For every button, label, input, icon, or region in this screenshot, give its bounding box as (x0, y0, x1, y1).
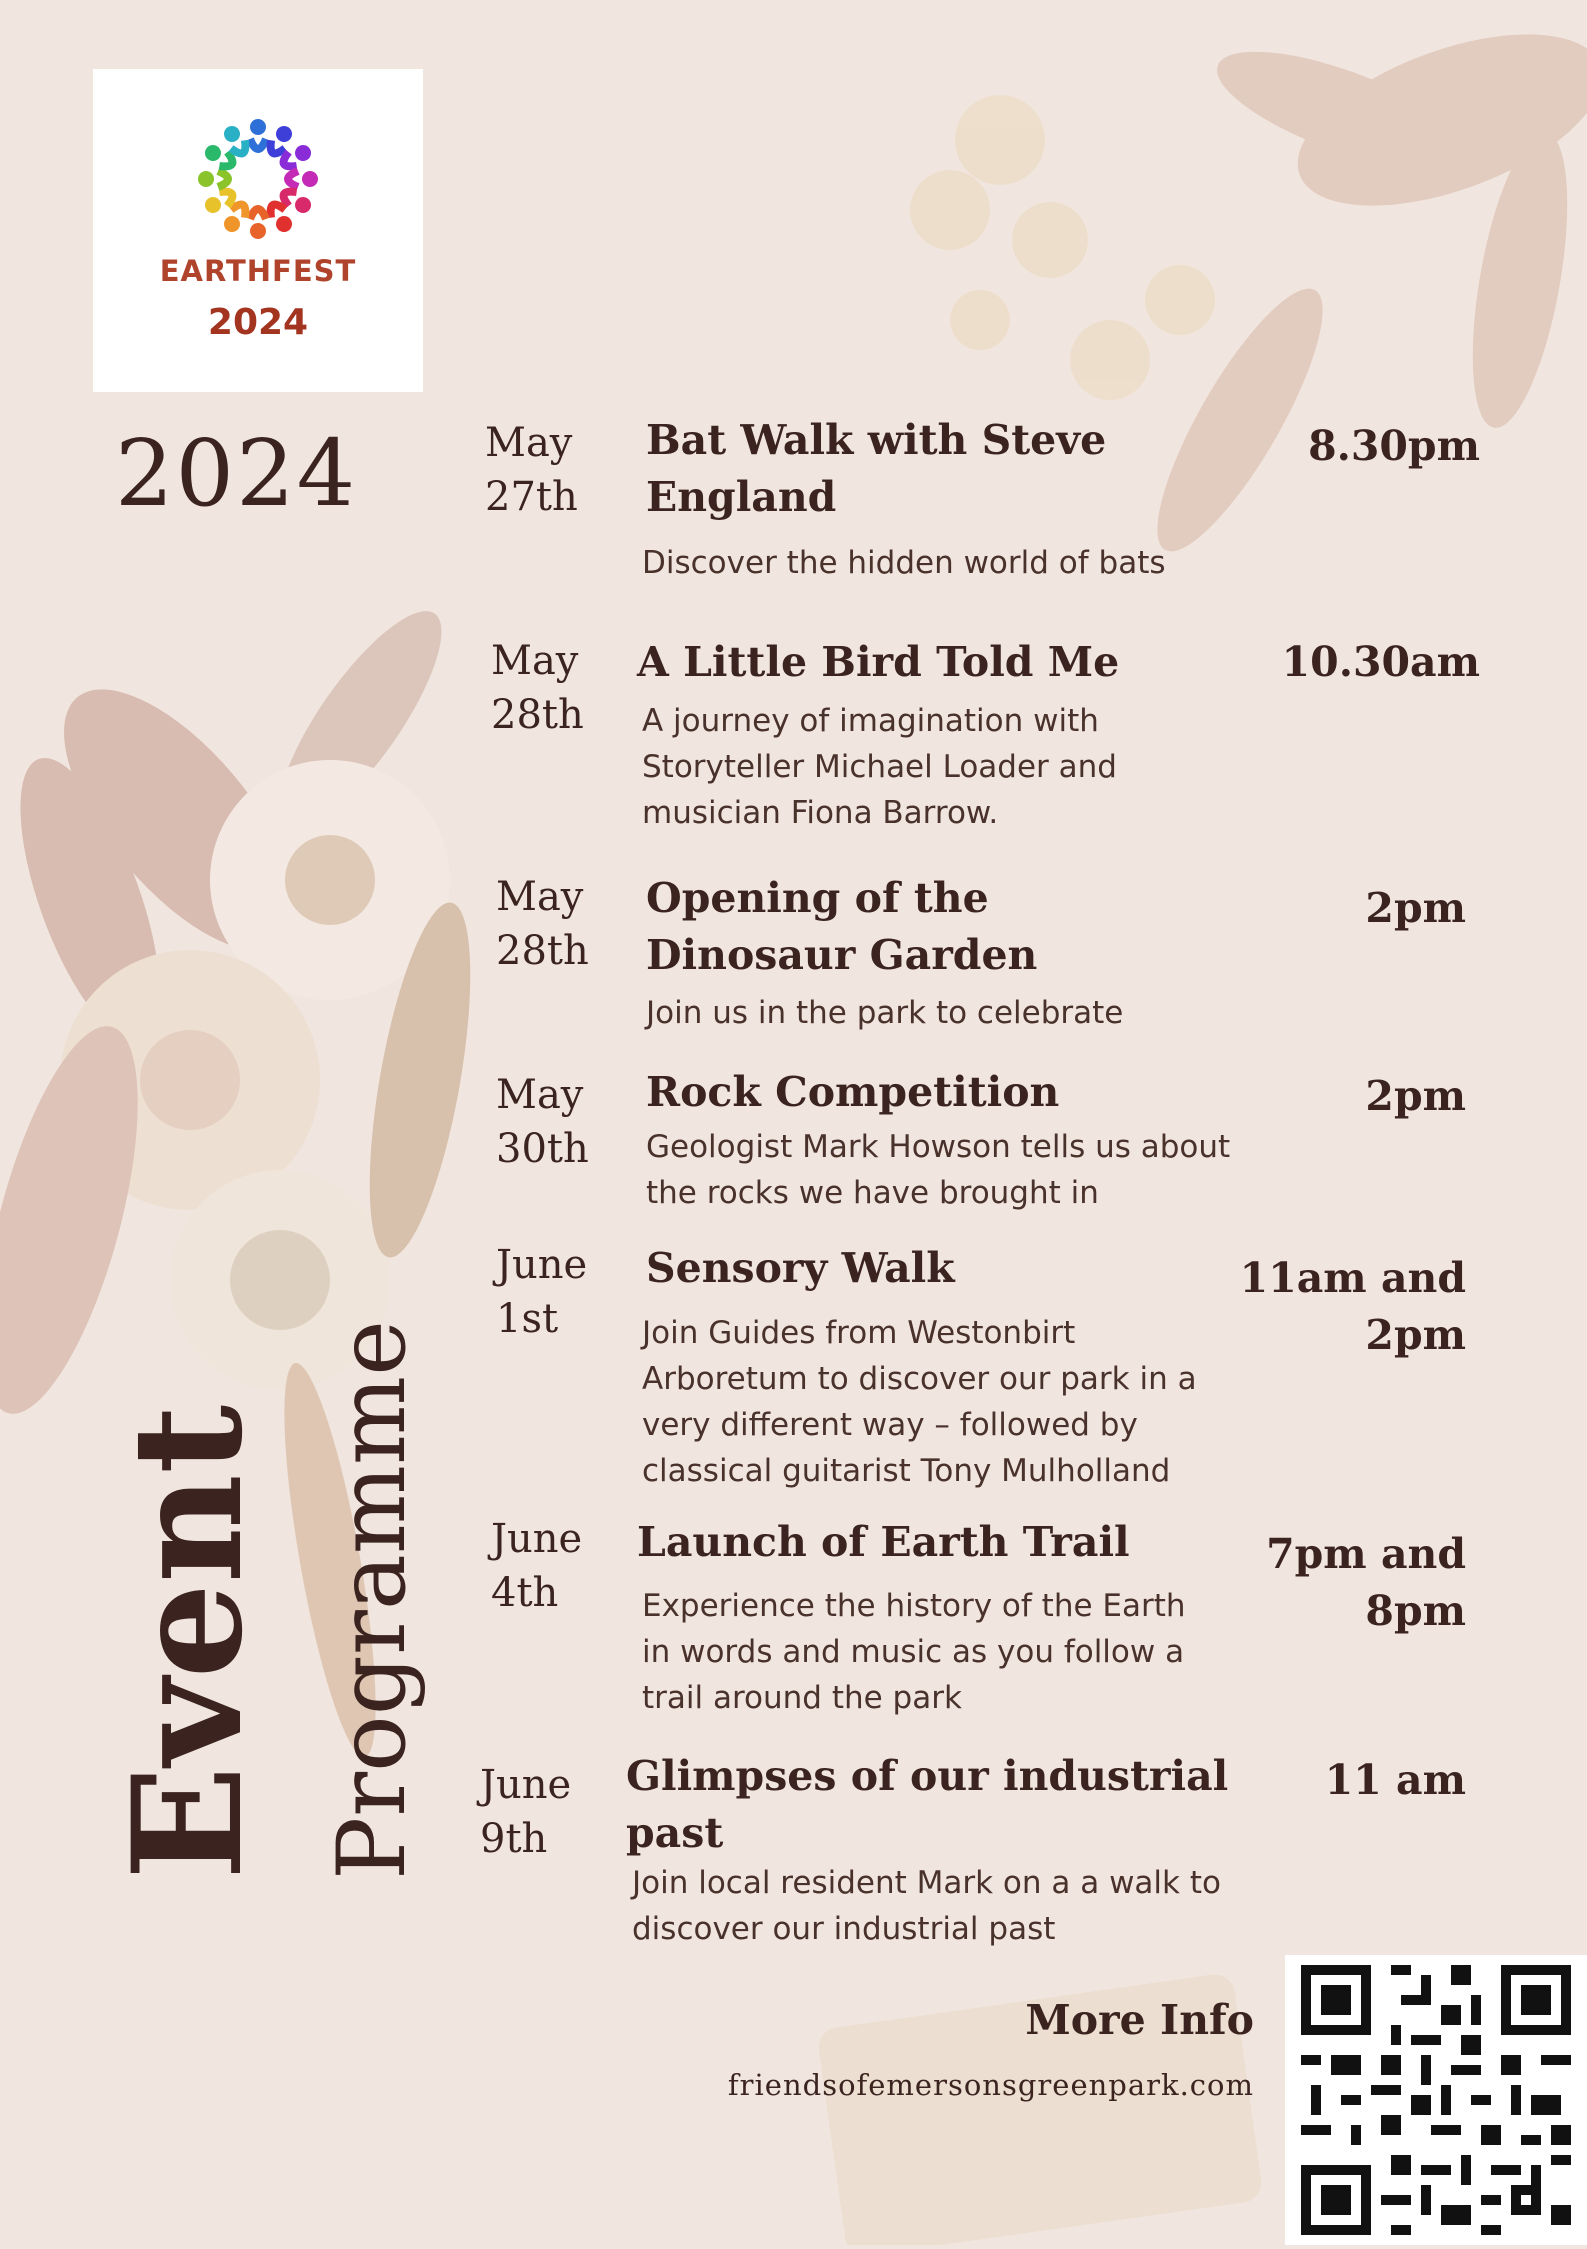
event-date (496, 1068, 616, 1176)
event-date-month: May (485, 420, 573, 466)
event-date-month: June (496, 1242, 588, 1288)
qr-code-pattern (1285, 1955, 1587, 2245)
event-title: Glimpses of our industrial past (626, 1752, 1229, 1857)
event-description: Join us in the park to celebrate (646, 995, 1124, 1031)
event-title: Bat Walk with Steve England (646, 416, 1107, 521)
event-title: Rock Competition (646, 1068, 1060, 1116)
event-date-month: May (491, 638, 579, 684)
event-date (485, 416, 605, 524)
event-description: Geologist Mark Howson tells us about the rocks we have brought in (646, 1129, 1231, 1211)
event-title: A Little Bird Told Me (637, 638, 1120, 686)
event-title: Sensory Walk (646, 1244, 955, 1292)
event-time: 2pm (1365, 884, 1466, 932)
event-date-month: June (480, 1762, 572, 1808)
event-description: Discover the hidden world of bats (642, 545, 1166, 581)
event-time: 2pm (1365, 1072, 1466, 1120)
event-title: Opening of the Dinosaur Garden (646, 874, 1038, 979)
event-time: 8.30pm (1308, 422, 1480, 470)
event-date (480, 1758, 600, 1866)
event-time: 10.30am (1281, 638, 1480, 686)
event-date-month: May (496, 874, 584, 920)
event-description: Experience the history of the Earth in words and music as you follow a trail around the park (642, 1588, 1186, 1716)
event-time: 11 am (1324, 1756, 1466, 1804)
event-date-day: 30th (496, 1126, 589, 1172)
event-time: 11am and 2pm (1239, 1254, 1466, 1359)
event-date-day: 4th (491, 1570, 559, 1616)
event-date-day: 28th (496, 928, 589, 974)
event-date-day: 1st (496, 1296, 559, 1342)
year-heading: 2024 (115, 420, 358, 527)
event-date-month: June (491, 1516, 583, 1562)
earthfest-logo (93, 69, 423, 392)
event-date (491, 1512, 611, 1620)
event-title: Launch of Earth Trail (637, 1518, 1130, 1566)
more-info-heading: More Info (1025, 1996, 1254, 2044)
event-date-day: 28th (491, 692, 584, 738)
side-title-programme: Programme (318, 1320, 427, 1880)
logo-wordmark: EARTHFEST (159, 254, 357, 288)
event-date (491, 634, 611, 742)
event-date (496, 870, 616, 978)
logo-year: 2024 (207, 302, 309, 343)
people-circle-icon (188, 109, 328, 249)
event-date-day: 27th (485, 474, 578, 520)
side-title-event: Event (100, 1404, 276, 1880)
event-description: A journey of imagination with Storyteller Michael Loader and musician Fiona Barrow. (642, 703, 1117, 831)
qr-code[interactable] (1285, 1955, 1587, 2245)
event-date-day: 9th (480, 1816, 548, 1862)
event-description: Join Guides from Westonbirt Arboretum to discover our park in a very different way – followed by classical guitarist Tony Mulholland (642, 1315, 1197, 1489)
event-date (496, 1238, 616, 1346)
event-date-month: May (496, 1072, 584, 1118)
event-time: 7pm and 8pm (1266, 1530, 1466, 1635)
event-description: Join local resident Mark on a a walk to discover our industrial past (632, 1865, 1221, 1947)
website-link[interactable]: friendsofemersonsgreenpark.com (727, 2068, 1254, 2102)
